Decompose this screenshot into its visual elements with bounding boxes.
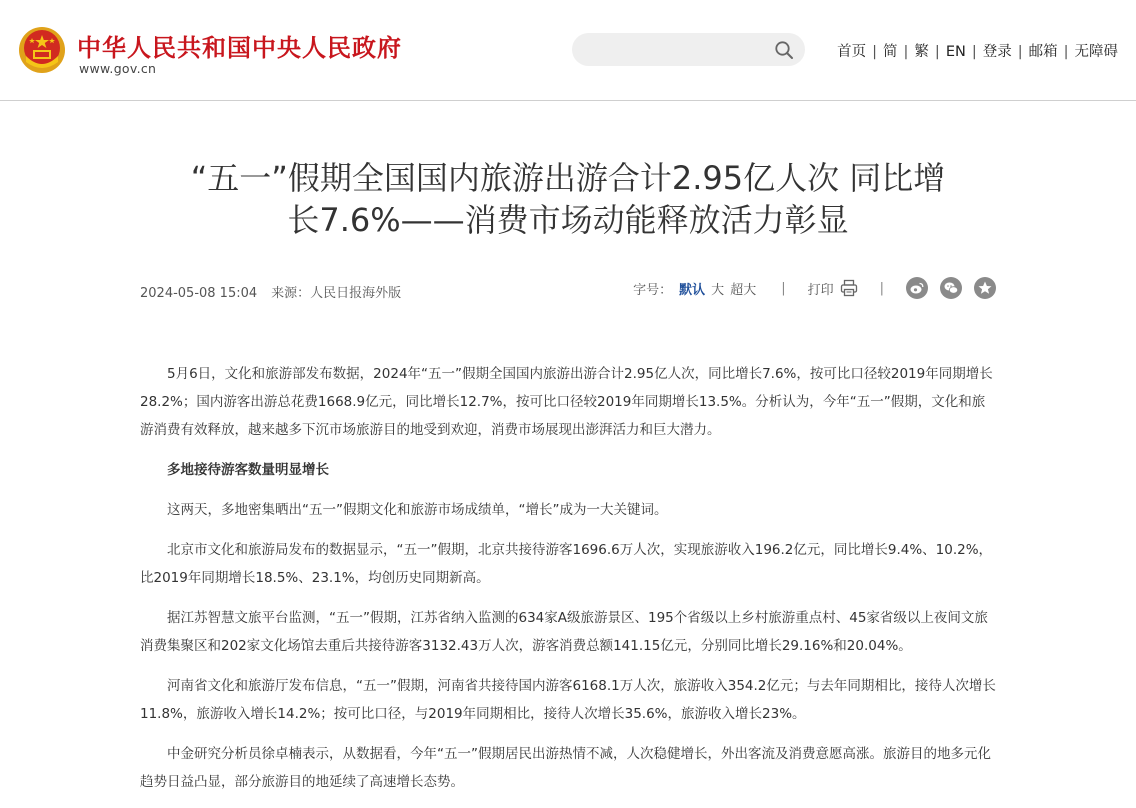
nav-traditional[interactable]: 繁 [914, 44, 929, 60]
nav-english[interactable]: EN [945, 44, 966, 60]
nav-home[interactable]: 首页 [837, 44, 867, 60]
search-box [572, 33, 805, 66]
source-name: 人民日报海外版 [310, 286, 402, 301]
font-size-label: 字号： [633, 282, 673, 298]
font-size-default[interactable]: 默认 [679, 282, 706, 298]
article-tools [633, 273, 996, 303]
article-paragraph: 据江苏智慧文旅平台监测，“五一”假期，江苏省纳入监测的634家A级旅游景区、195个省级以上乡村旅游重点村、45家省级以上夜间文旅消费集聚区和202家文化场馆去重后共接待游客3132.43万人次，游客消费总额141.15亿元，分别同比增长29.16%和20.04%。 [140, 610, 988, 654]
site-title[interactable]: 中华人民共和国中央人民政府 [77, 34, 402, 62]
article-title [140, 157, 996, 241]
national-emblem-logo[interactable] [18, 26, 66, 74]
nav-login[interactable]: 登录 [982, 44, 1012, 60]
article-paragraph: 中金研究分析员徐卓楠表示，从数据看，今年“五一”假期居民出游热情不减，人次稳健增长，外出客流及消费意愿高涨。旅游目的地多元化趋势日益凸显，部分旅游目的地延续了高速增长态势。 [140, 746, 991, 790]
top-nav [837, 40, 1118, 61]
printer-icon [840, 279, 858, 297]
tool-divider: | [879, 280, 884, 296]
site-url: www.gov.cn [79, 61, 157, 76]
font-size-xlarge[interactable]: 超大 [730, 282, 757, 298]
tool-divider: | [781, 280, 786, 296]
print-button[interactable] [808, 279, 858, 298]
print-label: 打印 [807, 282, 834, 298]
source-label: 来源： [271, 286, 311, 301]
article-title-line1: “五一”假期全国国内旅游出游合计2.95亿人次 同比增 [190, 159, 946, 197]
nav-separator: | [971, 44, 977, 60]
article-paragraph: 河南省文化和旅游厅发布信息，“五一”假期，河南省共接待国内游客6168.1万人次，旅游收入354.2亿元；与去年同期相比，接待人次增长11.8%，旅游收入增长14.2%；按可比口径，与2019年同期相比，接待人次增长35.6%，旅游收入增长23%。 [140, 678, 996, 722]
article-title-line2: 长7.6%——消费市场动能释放活力彰显 [287, 201, 849, 239]
search-icon[interactable] [774, 40, 794, 60]
publish-date: 2024-05-08 15:04 [140, 286, 258, 301]
nav-separator: | [1063, 44, 1069, 60]
font-size-large[interactable]: 大 [711, 282, 725, 298]
article-paragraph: 5月6日，文化和旅游部发布数据，2024年“五一”假期全国国内旅游出游合计2.95亿人次，同比增长7.6%，按可比口径较2019年同期增长28.2%；国内游客出游总花费1668.9亿元，同比增长12.7%，按可比口径较2019年同期增长13.5%。分析认为，今年“五一”假期，文化和旅游消费有效释放，越来越多下沉市场旅游目的地受到欢迎，消费市场展现出澎湃活力和巨大潜力。 [140, 366, 993, 438]
favorite-icon[interactable] [974, 277, 996, 299]
weibo-icon[interactable] [906, 277, 928, 299]
nav-separator: | [903, 44, 909, 60]
nav-separator: | [1017, 44, 1023, 60]
nav-separator: | [872, 44, 878, 60]
article-paragraph: 北京市文化和旅游局发布的数据显示，“五一”假期，北京共接待游客1696.6万人次，实现旅游收入196.2亿元，同比增长9.4%、10.2%，比2019年同期增长18.5%、23.1%，均创历史同期新高。 [140, 542, 993, 586]
meta-info [140, 282, 401, 301]
site-header [0, 0, 1136, 101]
nav-simplified[interactable]: 简 [883, 44, 898, 60]
article-body [140, 360, 996, 808]
section-subheading: 多地接待游客数量明显增长 [167, 462, 329, 478]
search-input[interactable] [588, 39, 772, 61]
nav-mailbox[interactable]: 邮箱 [1028, 44, 1058, 60]
wechat-icon[interactable] [940, 277, 962, 299]
article-paragraph: 这两天，多地密集晒出“五一”假期文化和旅游市场成绩单，“增长”成为一大关键词。 [167, 502, 668, 518]
nav-separator: | [934, 44, 940, 60]
article-meta [140, 281, 996, 301]
nav-accessibility[interactable]: 无障碍 [1074, 44, 1118, 60]
